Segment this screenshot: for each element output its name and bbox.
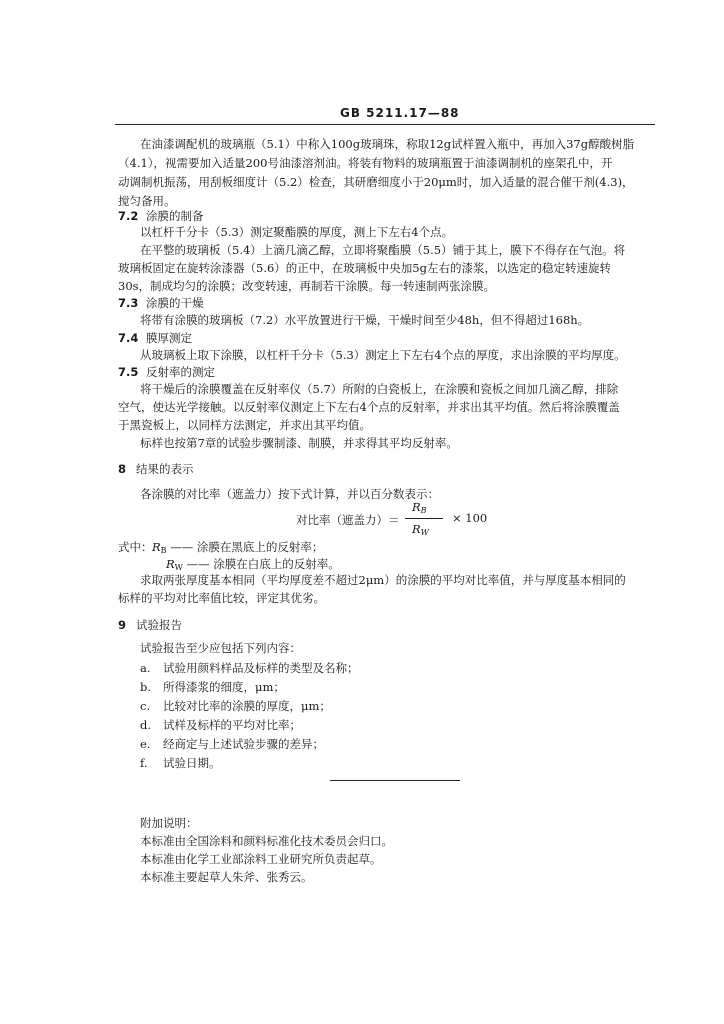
section-7-2-line-2: 在平整的玻璃板（5.4）上滴几滴乙醇，立即将聚酯膜（5.5）铺于其上，膜下不得存在气泡。将 [140,243,626,257]
report-item-b [140,680,285,695]
section-9-intro: 试验报告至少应包括下列内容： [140,641,301,655]
report-item-a-text: 试验用颜料样品及标样的类型及名称； [163,661,359,675]
section-9-title: 试验报告 [136,618,182,632]
report-item-d [140,718,301,733]
section-7-5-line-2: 空气，使达光学接触。以反射率仪测定上下左右4个点的反射率，并求出其平均值。然后将涂膜覆盖 [118,400,620,414]
where-label: 式中： [118,540,153,554]
section7-intro-line-3: 动调制机振荡，用刮板细度计（5.2）检查，其研磨细度小于20μm时，加入适量的混合催干剂(4.3)， [118,175,634,189]
rb-definition [152,540,323,558]
report-item-e-text: 经商定与上述试验步骤的差异； [163,737,324,751]
section-8-title: 结果的表示 [136,462,194,476]
formula-denominator-symbol: R [412,522,421,536]
appendix-line-2: 本标准由化学工业部涂料工业研究所负责起草。 [140,852,382,866]
formula-denominator-sub: W [420,528,429,537]
report-item-c [140,699,331,714]
rb-description: —— 涂膜在黑底上的反射率； [170,540,324,554]
rw-symbol: R [166,557,175,571]
report-item-a [140,661,359,676]
formula-numerator [412,500,427,518]
section-7-4-line-1: 从玻璃板上取下涂膜，以杠杆千分卡（5.3）测定上下左右4个点的厚度，求出涂膜的平均厚度。 [140,348,626,362]
report-item-b-text: 所得漆浆的细度，μm； [163,680,285,694]
report-item-e-mark: e. [140,737,151,751]
appendix-title: 附加说明： [140,816,198,830]
report-item-b-mark: b. [140,680,152,694]
rb-subscript: B [160,546,167,555]
formula-multiplier: × 100 [452,511,488,525]
report-item-f-mark: f. [140,756,148,770]
end-divider [330,780,460,781]
section-7-2-title: 涂膜的制备 [146,209,204,223]
rw-subscript: W [174,563,183,572]
report-item-f-text: 试验日期。 [163,756,221,770]
formula-fraction-bar [405,518,443,519]
section-8-number: 8 [118,462,127,476]
report-item-a-mark: a. [140,661,151,675]
section-7-4-number: 7.4 [118,331,139,345]
section-7-3-line-1: 将带有涂膜的玻璃板（7.2）水平放置进行干燥，干燥时间至少48h，但不得超过168h。 [140,313,590,327]
appendix-line-3: 本标准主要起草人朱斧、张秀云。 [140,870,313,884]
report-item-e [140,737,324,752]
section-7-5-line-3: 于黑瓷板上，以同样方法测定，并求出其平均值。 [118,418,371,432]
formula-denominator [412,522,429,540]
section-7-5-line-1: 将干燥后的涂膜覆盖在反射率仪（5.7）所附的白瓷板上，在涂膜和瓷板之间加几滴乙醇，排除 [140,382,619,396]
section-7-2-line-1: 以杠杆千分卡（5.3）测定聚酯膜的厚度，测上下左右4个点。 [140,225,454,239]
section-8-line-2: 标样的平均对比率值比较，评定其优劣。 [118,591,325,605]
section7-intro-line-4: 搅匀备用。 [118,194,176,208]
section-7-3-number: 7.3 [118,296,139,310]
section-7-3-title: 涂膜的干燥 [146,296,204,310]
report-item-f [140,756,221,771]
appendix-line-1: 本标准由全国涂料和颜料标准化技术委员会归口。 [140,834,393,848]
formula-lhs: 对比率（遮盖力）＝ [296,513,400,527]
report-item-d-text: 试样及标样的平均对比率； [163,718,301,732]
report-item-c-mark: c. [140,699,151,713]
section-7-2-line-4: 30s，制成均匀的涂膜；改变转速，再制若干涂膜。每一转速制两张涂膜。 [118,279,496,293]
section-8-intro: 各涂膜的对比率（遮盖力）按下式计算，并以百分数表示： [140,487,439,501]
section-7-5-number: 7.5 [118,365,139,379]
formula-numerator-sub: B [420,506,427,515]
section-7-2-number: 7.2 [118,209,139,223]
section-7-5-line-4: 标样也按第7章的试验步骤制漆、制膜，并求得其平均反射率。 [140,436,458,450]
section-8-line-1: 求取两张厚度基本相同（平均厚度差不超过2μm）的涂膜的平均对比率值，并与厚度基本相同的 [140,573,626,587]
section-9-number: 9 [118,618,127,632]
header-rule [115,124,655,125]
section-7-4-title: 膜厚测定 [146,331,192,345]
section7-intro-line-2: （4.1），视需要加入适量200号油漆溶剂油。将装有物料的玻璃瓶置于油漆调制机的座架孔中，开 [118,156,613,170]
section-7-2-line-3: 玻璃板固定在旋转涂漆器（5.6）的正中，在玻璃板中央加5g左右的漆浆，以选定的稳定转速旋转 [118,261,611,275]
section7-intro-line-1: 在油漆调配机的玻璃瓶（5.1）中称入100g玻璃珠，称取12g试样置入瓶中，再加入37g醇酸树脂 [140,137,635,151]
report-item-d-mark: d. [140,718,152,732]
standard-code: GB 5211.17—88 [340,106,460,120]
section-7-5-title: 反射率的测定 [146,365,215,379]
formula-numerator-symbol: R [412,500,421,514]
rb-symbol: R [152,540,161,554]
report-item-c-text: 比较对比率的涂膜的厚度，μm； [163,699,331,713]
rw-description: —— 涂膜在白底上的反射率。 [186,557,340,571]
